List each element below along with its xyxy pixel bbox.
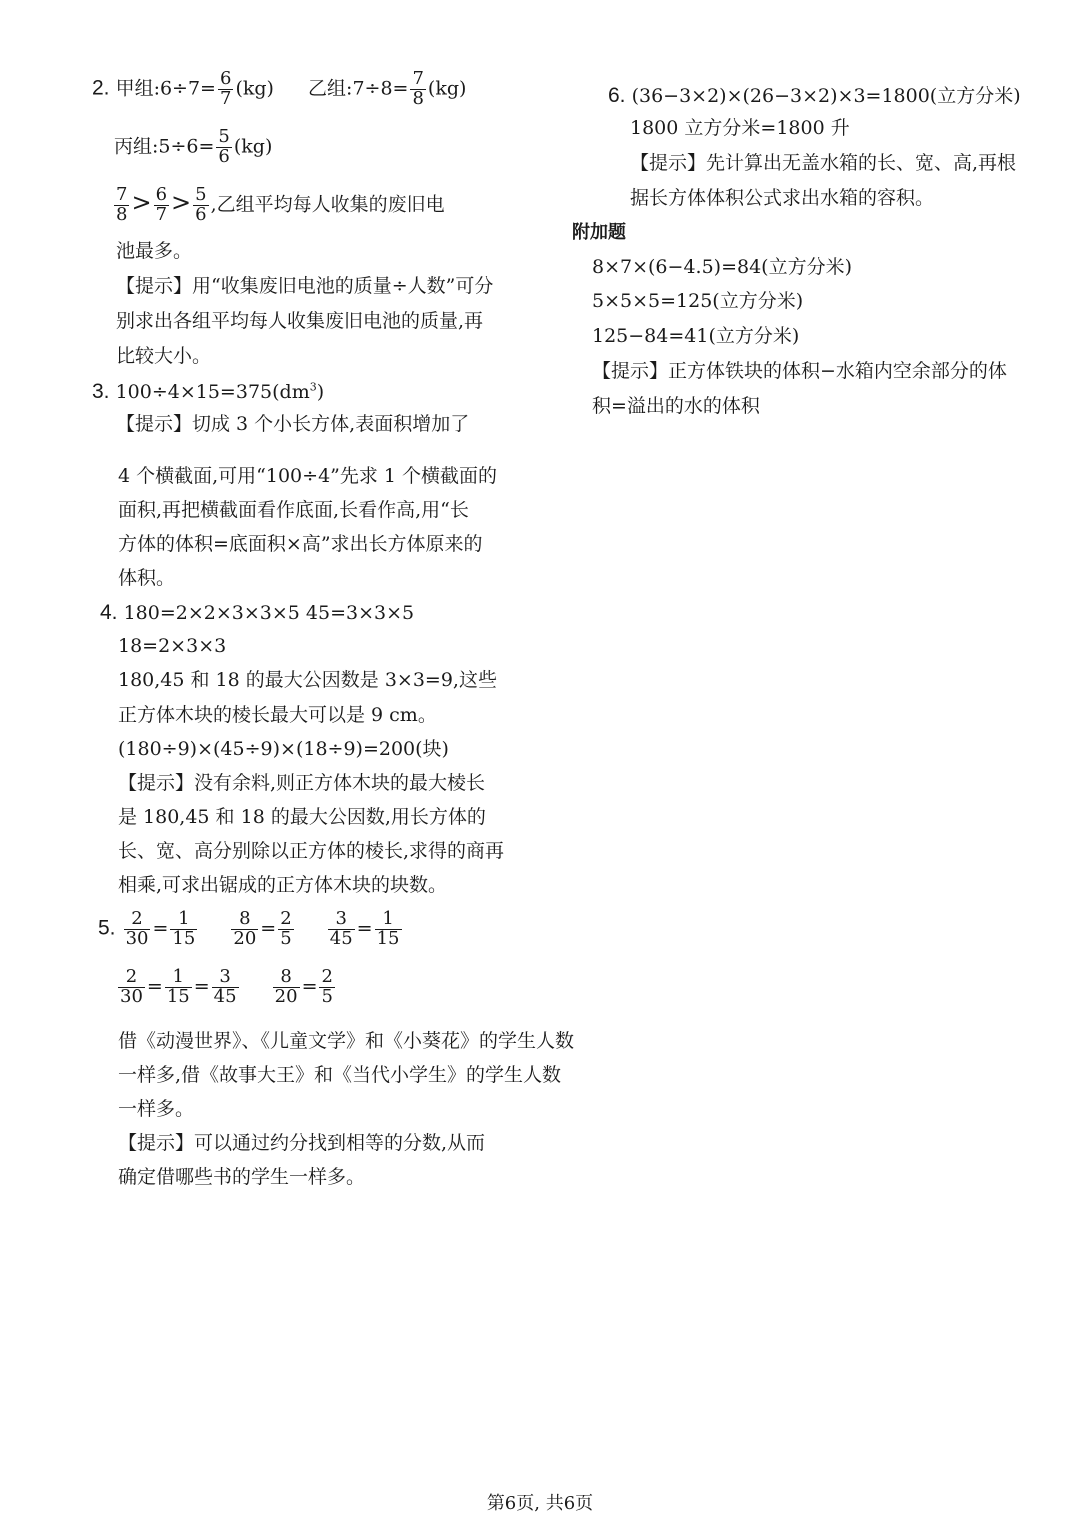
unit: (kg) <box>235 77 274 100</box>
q3-hint-line: 体积。 <box>118 567 176 589</box>
equals-sign: = <box>260 917 277 940</box>
page-footer: 第6页, 共6页 <box>486 1493 594 1514</box>
q2-line-1 <box>92 70 466 109</box>
denominator: 20 <box>233 927 257 949</box>
denominator: 15 <box>166 985 190 1007</box>
fraction <box>319 968 334 1007</box>
fraction <box>278 910 293 949</box>
q2-jia-label: 甲组:6÷7= <box>115 77 216 100</box>
extra-equation: 125−84=41(立方分米) <box>592 325 800 347</box>
denominator: 45 <box>329 927 353 949</box>
equals-sign: = <box>152 917 169 940</box>
q6-equation: (36−3×2)×(26−3×2)×3=1800(立方分米) <box>631 85 1021 107</box>
q6-conversion: 1800 立方分米=1800 升 <box>630 117 850 139</box>
equals-sign: = <box>356 917 373 940</box>
fraction <box>375 910 402 949</box>
q2-bing-label: 丙组:5÷6= <box>114 135 215 158</box>
q5-text-line: 一样多,借《故事大王》和《当代小学生》的学生人数 <box>118 1064 562 1086</box>
denominator: 30 <box>120 985 143 1007</box>
q3-line-1 <box>92 379 324 404</box>
q5-row-1 <box>98 910 404 949</box>
numerator: 2 <box>321 966 333 987</box>
q4-hint-line: 长、宽、高分别除以正方体的棱长,求得的商再 <box>118 840 505 862</box>
q2-yi-label: 乙组:7÷8= <box>308 77 409 100</box>
fraction <box>118 968 145 1007</box>
fraction <box>170 910 197 949</box>
unit: (kg) <box>427 77 467 100</box>
q3-hint-line: 【提示】切成 3 个小长方体,表面积增加了 <box>116 413 470 435</box>
q3-hint-line: 方体的体积=底面积×高”求出长方体原来的 <box>118 533 483 555</box>
unit: (kg) <box>233 135 273 158</box>
q5-number: 5. <box>98 916 116 940</box>
q4-number: 4. <box>100 601 118 624</box>
q4-factorization: 18=2×3×3 <box>118 635 227 657</box>
q6-hint-line: 【提示】先计算出无盖水箱的长、宽、高,再根 <box>630 152 1017 174</box>
q2-hint-line: 别求出各组平均每人收集废旧电池的质量,再 <box>116 310 484 332</box>
numerator: 1 <box>172 966 184 987</box>
superscript: 3 <box>309 380 317 394</box>
denominator: 6 <box>218 145 230 167</box>
q3-number: 3. <box>92 380 110 403</box>
fraction <box>218 70 233 109</box>
fraction <box>410 70 425 109</box>
equals-sign: = <box>146 975 163 998</box>
numerator: 1 <box>382 908 394 929</box>
numerator: 6 <box>155 184 168 205</box>
fraction <box>124 910 151 949</box>
numerator: 3 <box>219 966 231 987</box>
numerator: 2 <box>280 908 292 929</box>
q5-hint-line: 确定借哪些书的学生一样多。 <box>118 1166 366 1188</box>
extra-equation: 5×5×5=125(立方分米) <box>592 290 804 312</box>
numerator: 7 <box>116 184 128 205</box>
denominator: 8 <box>116 203 128 225</box>
numerator: 3 <box>335 908 347 929</box>
q3-hint-line: 面积,再把横截面看作底面,长看作高,用“长 <box>118 499 469 521</box>
fraction <box>231 910 258 949</box>
q2-line-3 <box>112 186 445 225</box>
q6-number: 6. <box>608 84 626 107</box>
denominator: 15 <box>376 927 400 949</box>
numerator: 7 <box>412 68 424 89</box>
numerator: 6 <box>219 68 232 89</box>
fraction <box>165 968 192 1007</box>
q5-row-2 <box>116 968 337 1007</box>
q4-text-line: 正方体木块的棱长最大可以是 9 cm。 <box>118 704 437 726</box>
fraction <box>212 968 239 1007</box>
fraction <box>154 186 169 225</box>
q4-hint-line: 【提示】没有余料,则正方体木块的最大棱长 <box>118 772 486 794</box>
q2-line-2 <box>114 128 272 167</box>
q3-equation: 100÷4×15=375(dm <box>115 381 310 403</box>
denominator: 7 <box>219 87 232 109</box>
q6-hint-line: 据长方体体积公式求出水箱的容积。 <box>630 187 935 209</box>
extra-equation: 8×7×(6−4.5)=84(立方分米) <box>592 256 852 278</box>
q4-hint-line: 是 180,45 和 18 的最大公因数,用长方体的 <box>118 806 486 828</box>
q6-line-1 <box>608 83 1021 108</box>
denominator: 30 <box>125 927 149 949</box>
fraction <box>328 910 355 949</box>
numerator: 2 <box>125 966 138 987</box>
greater-than-sign: > <box>131 188 152 217</box>
q2-conclusion: ,乙组平均每人收集的废旧电 <box>210 193 445 216</box>
q4-line-1 <box>100 600 414 625</box>
extra-hint-line: 【提示】正方体铁块的体积−水箱内空余部分的体 <box>592 360 1007 382</box>
denominator: 7 <box>155 203 168 225</box>
closing-paren: ) <box>316 381 325 403</box>
numerator: 5 <box>195 184 207 205</box>
denominator: 5 <box>280 927 292 949</box>
q5-text-line: 借《动漫世界》、《儿童文学》和《小葵花》的学生人数 <box>118 1030 575 1052</box>
denominator: 8 <box>412 87 424 109</box>
q2-hint-line: 【提示】用“收集废旧电池的质量÷人数”可分 <box>116 275 494 297</box>
q4-hint-line: 相乘,可求出锯成的正方体木块的块数。 <box>118 874 448 896</box>
fraction <box>216 128 231 167</box>
q2-number: 2. <box>92 76 110 100</box>
q4-factorization: 180=2×2×3×3×5 45=3×3×5 <box>123 602 415 624</box>
fraction <box>114 186 129 225</box>
q4-equation: (180÷9)×(45÷9)×(18÷9)=200(块) <box>118 738 449 760</box>
extra-section-title: 附加题 <box>572 222 626 243</box>
q5-text-line: 一样多。 <box>118 1098 195 1120</box>
denominator: 20 <box>274 985 298 1007</box>
numerator: 8 <box>280 966 292 987</box>
equals-sign: = <box>193 975 210 998</box>
greater-than-sign: > <box>171 188 192 217</box>
q3-hint-line: 4 个横截面,可用“100÷4”先求 1 个横截面的 <box>118 465 498 487</box>
fraction <box>193 186 208 225</box>
extra-hint-line: 积=溢出的水的体积 <box>592 395 760 417</box>
q4-text-line: 180,45 和 18 的最大公因数是 3×3=9,这些 <box>118 669 497 691</box>
denominator: 6 <box>195 203 207 225</box>
equals-sign: = <box>301 975 318 998</box>
denominator: 15 <box>172 927 196 949</box>
fraction <box>273 968 300 1007</box>
numerator: 2 <box>131 908 143 929</box>
numerator: 5 <box>218 126 230 147</box>
q5-hint-line: 【提示】可以通过约分找到相等的分数,从而 <box>118 1132 486 1154</box>
denominator: 45 <box>213 985 237 1007</box>
q2-hint-line: 比较大小。 <box>116 345 212 367</box>
numerator: 1 <box>178 908 190 929</box>
denominator: 5 <box>321 985 333 1007</box>
numerator: 8 <box>239 908 251 929</box>
q2-conclusion-cont: 池最多。 <box>116 240 193 262</box>
